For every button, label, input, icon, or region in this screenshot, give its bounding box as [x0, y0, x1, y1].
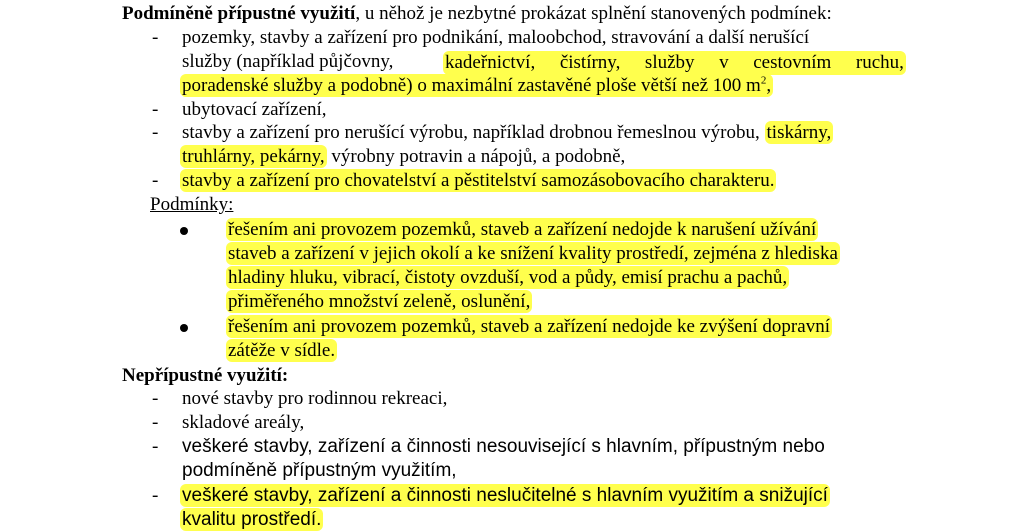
list-dash: -	[152, 412, 159, 433]
conditional-item-1-line-2	[182, 51, 906, 75]
conditional-item-2: ubytovací zařízení,	[182, 99, 327, 120]
highlighted-text: poradenské služby a podobně) o maximální zastavěné ploše větší než 100 $m^2$,	[182, 74, 772, 96]
list-dash: -	[152, 122, 159, 143]
list-dash: -	[152, 27, 159, 48]
condition-2-line-1: řešením ani provozem pozemků, staveb a zařízení nedojde ke zvýšení dopravní	[228, 316, 830, 337]
list-dash: -	[152, 170, 159, 191]
highlighted-text: stavby a zařízení pro chovatelství a pěstitelství samozásobovacího charakteru.	[182, 170, 775, 191]
bullet-icon	[180, 227, 188, 235]
condition-1-line-4: přiměřeného množství zeleně, oslunění,	[228, 291, 531, 312]
bullet-icon	[180, 324, 188, 332]
conditional-use-title-rest: , u něhož je nezbytné prokázat splnění stanovených podmínek:	[355, 3, 832, 24]
prohibited-item-3-line-1: veškeré stavby, zařízení a činnosti nesouvisející s hlavním, přípustným nebo	[182, 436, 825, 457]
conditional-item-4	[180, 170, 776, 192]
prohibited-item-4-line-2: kvalitu prostředí.	[182, 509, 322, 530]
highlighted-text: truhlárny, pekárny,	[182, 146, 325, 167]
conditional-use-heading	[122, 3, 832, 25]
prohibited-item-1: nové stavby pro rodinnou rekreaci,	[182, 388, 448, 409]
condition-1-line-3: hladiny hluku, vibrací, čistoty ovzduší, vod a půdy, emisí prachu a pachů,	[228, 267, 788, 288]
conditional-item-3-line-1	[182, 122, 833, 144]
conditional-item-1-line-1	[182, 27, 906, 49]
prohibited-use-heading: Nepřípustné využití:	[122, 365, 289, 386]
list-dash: -	[152, 485, 159, 506]
list-dash: -	[152, 388, 159, 409]
list-item-text: pozemky, stavby a zařízení pro podnikání, maloobchod, stravování a další nerušící	[182, 27, 810, 48]
condition-2-line-2: zátěže v sídle.	[228, 340, 336, 361]
list-dash: -	[152, 436, 159, 457]
list-dash: -	[152, 99, 159, 120]
list-item-text: stavby a zařízení pro nerušící výrobu, například drobnou řemeslnou výrobu,	[182, 122, 760, 143]
prohibited-item-4-line-1: veškeré stavby, zařízení a činnosti neslučitelné s hlavním využitím a snižující	[182, 485, 828, 506]
list-item-text: výrobny potravin a nápojů, a podobně,	[331, 146, 626, 167]
conditional-item-3-line-2	[180, 146, 625, 168]
prohibited-item-2: skladové areály,	[182, 412, 305, 433]
list-item-text: služby (například půjčovny,	[182, 51, 394, 72]
highlighted-text: kadeřnictví, čistírny, služby v cestovním ruchu,	[443, 51, 906, 75]
conditional-item-1-line-3	[180, 75, 773, 97]
condition-1-line-2: staveb a zařízení v jejich okolí a ke snížení kvality prostředí, zejména z hlediska	[228, 243, 838, 264]
prohibited-item-3-line-2: podmíněně přípustným využitím,	[182, 460, 457, 481]
highlighted-text: tiskárny,	[766, 122, 832, 143]
conditional-use-title: Podmíněně přípustné využití	[122, 3, 356, 24]
conditions-heading: Podmínky:	[150, 194, 234, 215]
condition-1-line-1: řešením ani provozem pozemků, staveb a zařízení nedojde k narušení užívání	[228, 219, 817, 240]
